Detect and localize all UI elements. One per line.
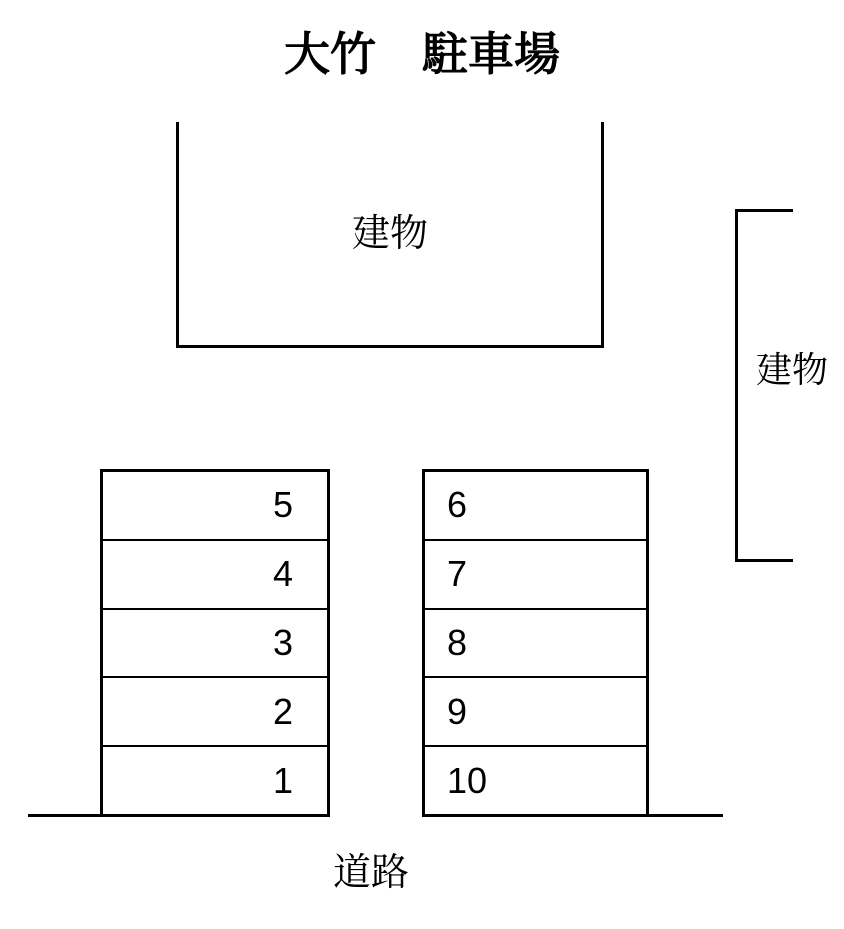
- parking-space-9: [425, 678, 646, 747]
- space-number: 10: [447, 759, 488, 801]
- space-number: 8: [447, 621, 468, 663]
- parking-space-1: [103, 747, 327, 814]
- page-title: 大竹 駐車場: [284, 28, 560, 80]
- parking-space-6: [425, 472, 646, 541]
- space-number: 5: [272, 484, 293, 526]
- space-number: 6: [447, 484, 468, 526]
- parking-column-right: [422, 469, 649, 817]
- road-edge-line-left: [28, 814, 100, 817]
- road-label: 道路: [332, 852, 410, 894]
- parking-space-7: [425, 541, 646, 610]
- building-top-label: 建物: [351, 212, 428, 255]
- parking-column-left: [100, 469, 330, 817]
- parking-space-4: [103, 541, 327, 610]
- space-number: 2: [272, 690, 293, 732]
- parking-space-5: [103, 472, 327, 541]
- space-number: 7: [447, 553, 468, 595]
- parking-space-2: [103, 678, 327, 747]
- building-right-label: 建物: [756, 349, 829, 390]
- parking-space-3: [103, 610, 327, 679]
- space-number: 1: [272, 759, 293, 801]
- road-edge-line-right: [649, 814, 723, 817]
- building-top-outline: [176, 122, 604, 348]
- space-number: 4: [272, 553, 293, 595]
- parking-space-10: [425, 747, 646, 814]
- space-number: 3: [272, 621, 293, 663]
- space-number: 9: [447, 690, 468, 732]
- parking-space-8: [425, 610, 646, 679]
